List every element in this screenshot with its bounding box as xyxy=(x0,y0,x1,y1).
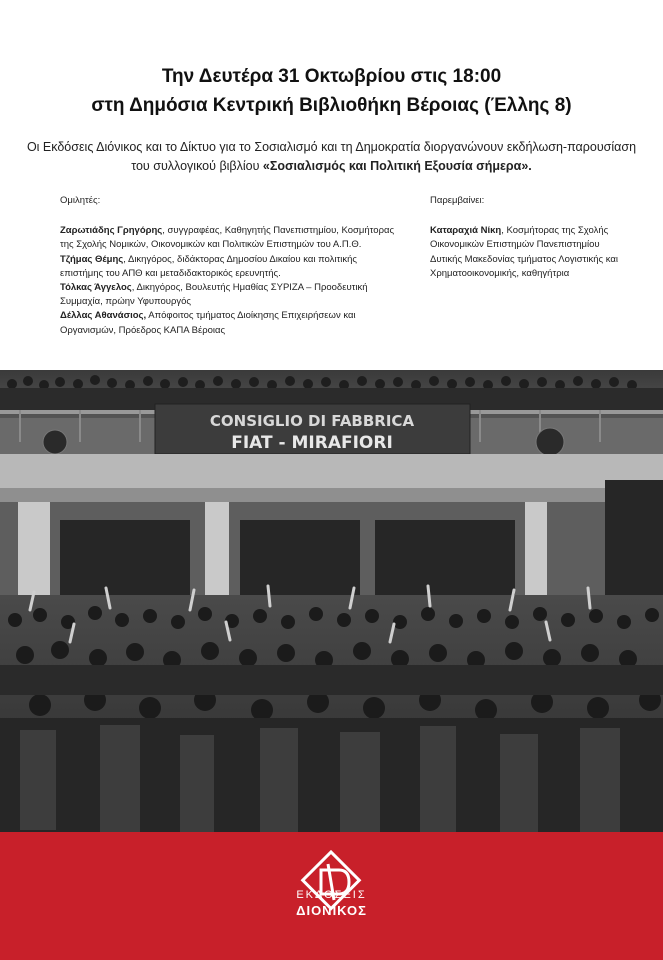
speaker-name: Δέλλας Αθανάσιος, xyxy=(60,310,147,322)
banner-line-2: FIAT - MIRAFIORI xyxy=(231,433,393,453)
event-date-line: Την Δευτέρα 31 Οκτωβρίου στις 18:00 xyxy=(161,66,502,87)
speaker-entry xyxy=(60,309,400,337)
speakers-column xyxy=(60,194,400,338)
intro-text: Οι Εκδόσεις Διόνικος και το Δίκτυο για το Σοσιαλισμό και τη Δημοκρατία διοργανώνουν εκδήλωση-παρουσίαση του συλλογικού βιβλίου xyxy=(26,140,637,173)
fiat-banner xyxy=(155,404,470,454)
speaker-entry xyxy=(60,281,400,309)
moderator-desc: , Κοσμήτορας της Σχολής Οικονομικών Επιστημών Πανεπιστημίου Δυτικής Μακεδονίας τμήματος Λογιστικής και Χρηματοοικονομικής, καθηγήτρια xyxy=(430,225,618,279)
banner-line-1: CONSIGLIO DI FABBRICA xyxy=(209,412,415,430)
moderator-label: Παρεμβαίνει: xyxy=(430,195,485,206)
speakers-label: Ομιλητές: xyxy=(60,195,101,206)
speaker-name: Τζήμας Θέμης xyxy=(60,253,124,265)
factory-rally-photo xyxy=(0,370,663,832)
speaker-name: Τόλκας Άγγελος xyxy=(60,282,132,294)
moderator-entry xyxy=(430,224,630,281)
speaker-desc: , Δικηγόρος, Βουλευτής Ημαθίας ΣΥΡΙΖΑ – Προοδευτική Συμμαχία, πρώην Υφυπουργός xyxy=(60,282,368,308)
speaker-name: Ζαρωτιάδης Γρηγόρης xyxy=(60,225,163,237)
logo-text-dionikos: ΔΙΟΝΙΚΟΣ xyxy=(296,903,367,918)
speaker-desc: , Δικηγόρος, διδάκτορας Δημοσίου Δικαίου και πολιτικής επιστήμης του ΑΠΘ και μεταδιδακτορικός ερευνητής. xyxy=(60,253,357,279)
logo-text-ekdoseis: ΕΚΔΟΣΕΙΣ xyxy=(296,889,367,901)
event-intro xyxy=(20,138,643,176)
speaker-desc: , συγγραφέας, Καθηγητής Πανεπιστημίου, Κοσμήτορας της Σχολής Νομικών, Οικονομικών και Πολιτικών Επιστημών του Α.Π.Θ. xyxy=(60,225,395,251)
speaker-entry xyxy=(60,253,400,281)
moderator-column xyxy=(430,194,630,281)
event-headline xyxy=(0,62,663,120)
speaker-entry xyxy=(60,224,400,252)
moderator-name: Καταραχιά Νίκη xyxy=(430,225,502,237)
book-title: «Σοσιαλισμός και Πολιτική Εξουσία σήμερα». xyxy=(262,159,532,173)
speaker-desc: Απόφοιτος τμήματος Διοίκησης Επιχειρήσεων και Οργανισμών, Πρόεδρος ΚΑΠΑ Βέροιας xyxy=(60,310,356,336)
event-venue-line: στη Δημόσια Κεντρική Βιβλιοθήκη Βέροιας (Έλλης 8) xyxy=(91,95,572,116)
rally-photo-illustration xyxy=(0,370,663,832)
